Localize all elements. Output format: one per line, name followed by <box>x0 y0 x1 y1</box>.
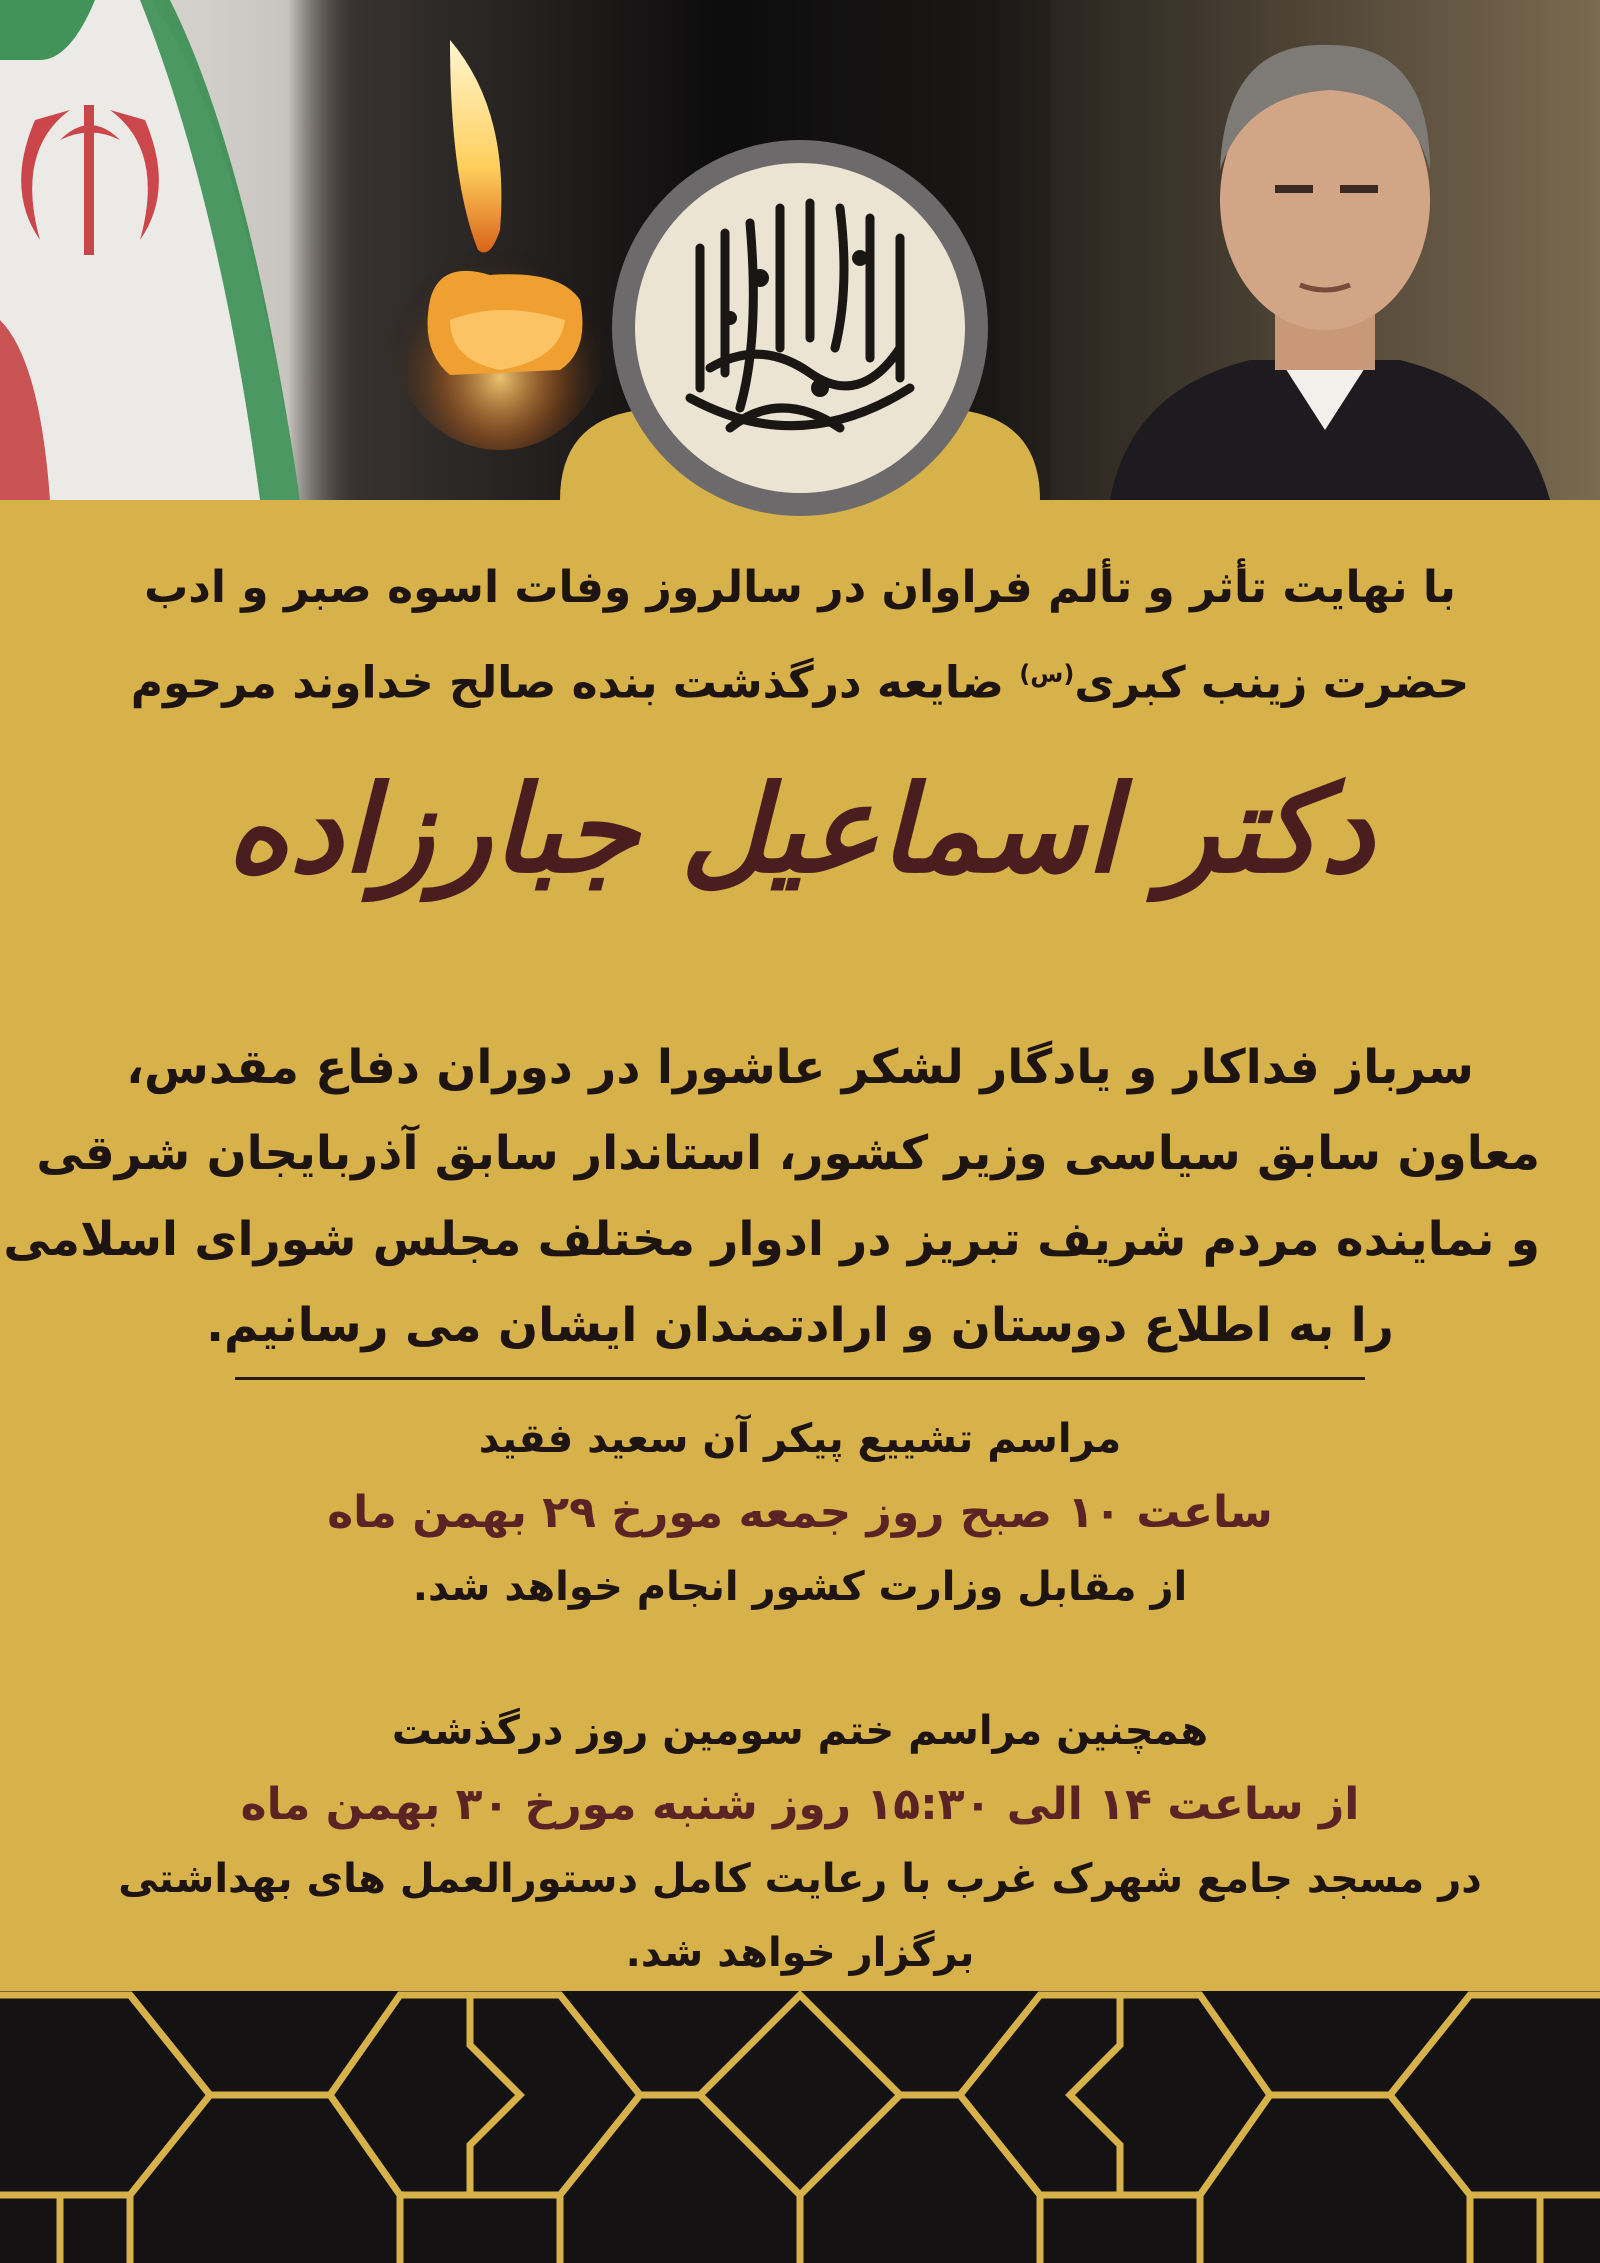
memorial-place: در مسجد جامع شهرک غرب با رعایت کامل دستورالعمل های بهداشتی <box>118 1856 1482 1902</box>
bio-line-4: را به اطلاع دوستان و ارادتمندان ایشان می رسانیم. <box>206 1298 1394 1353</box>
intro-line-2-a: حضرت زینب کبری <box>1074 657 1470 709</box>
bio-line-2: معاون سابق سیاسی وزیر کشور، استاندار سابق آذربایجان شرقی <box>36 1126 1540 1181</box>
intro-line-2 <box>60 631 1540 727</box>
geometric-lattice-band <box>0 1985 1600 2263</box>
bio-line-3: و نماینده مردم شریف تبریز در ادوار مختلف مجلس شورای اسلامی <box>3 1212 1540 1267</box>
ceremony-details <box>60 1402 1540 1990</box>
spacer <box>60 1624 1540 1694</box>
intro-line-1: با نهایت تأثر و تألم فراوان در سالروز وفات اسوه صبر و ادب <box>144 562 1456 613</box>
funeral-line-1: مراسم تشییع پیکر آن سعید فقید <box>478 1416 1122 1462</box>
memorial-time: از ساعت ۱۴ الی ۱۵:۳۰ روز شنبه مورخ ۳۰ بهمن ماه <box>240 1779 1360 1830</box>
deceased-name: دکتر اسماعیل جبارزاده <box>226 759 1374 900</box>
divider-line <box>235 1377 1365 1380</box>
intro-text <box>60 545 1540 727</box>
intro-line-2-b: ضایعه درگذشت بنده صالح خداوند مرحوم <box>130 657 1020 709</box>
memorial-line-1: همچنین مراسم ختم سومین روز درگذشت <box>391 1708 1209 1754</box>
honorific-sup: (س) <box>1019 660 1075 688</box>
calligraphy-medallion <box>610 138 990 518</box>
funeral-time: ساعت ۱۰ صبح روز جمعه مورخ ۲۹ بهمن ماه <box>327 1487 1273 1538</box>
funeral-place: از مقابل وزارت کشور انجام خواهد شد. <box>412 1564 1188 1610</box>
bio-line-1: سرباز فداکار و یادگار لشکر عاشورا در دوران دفاع مقدس، <box>126 1040 1474 1095</box>
bio-text <box>3 1025 1540 1369</box>
memorial-end: برگزار خواهد شد. <box>625 1930 975 1976</box>
